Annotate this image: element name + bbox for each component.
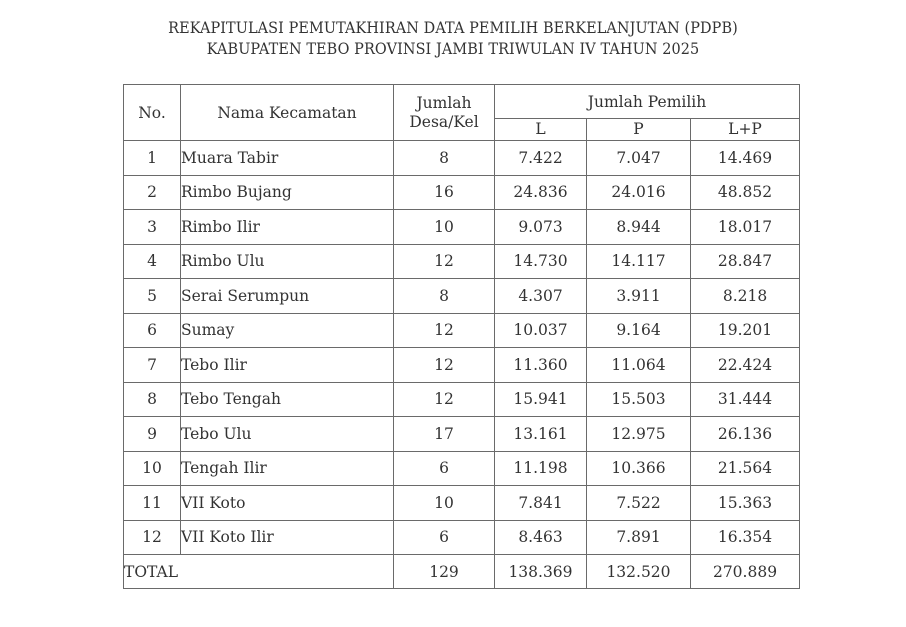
cell-kecamatan: VII Koto Ilir (181, 520, 394, 555)
cell-pemilih-lp: 19.201 (691, 313, 800, 348)
cell-pemilih-lp: 14.469 (691, 141, 800, 176)
cell-pemilih-l: 24.836 (495, 175, 587, 210)
total-lp: 270.889 (691, 555, 800, 589)
cell-pemilih-l: 8.463 (495, 520, 587, 555)
cell-pemilih-lp: 31.444 (691, 382, 800, 417)
cell-pemilih-l: 11.360 (495, 348, 587, 383)
table-body (124, 141, 800, 555)
cell-no: 5 (124, 279, 181, 314)
cell-kecamatan: Rimbo Ilir (181, 210, 394, 245)
voter-recap-table (123, 84, 800, 589)
cell-pemilih-lp: 26.136 (691, 417, 800, 452)
cell-pemilih-l: 15.941 (495, 382, 587, 417)
total-row (124, 555, 800, 589)
cell-jumlah-desa: 6 (394, 520, 495, 555)
table-row (124, 348, 800, 383)
cell-kecamatan: Tebo Ulu (181, 417, 394, 452)
table-row (124, 175, 800, 210)
cell-pemilih-l: 14.730 (495, 244, 587, 279)
cell-pemilih-lp: 15.363 (691, 486, 800, 521)
cell-pemilih-lp: 48.852 (691, 175, 800, 210)
header-no: No. (124, 85, 181, 141)
cell-pemilih-p: 12.975 (587, 417, 691, 452)
table-row (124, 520, 800, 555)
cell-kecamatan: Serai Serumpun (181, 279, 394, 314)
cell-pemilih-lp: 21.564 (691, 451, 800, 486)
cell-no: 4 (124, 244, 181, 279)
cell-jumlah-desa: 16 (394, 175, 495, 210)
table-row (124, 210, 800, 245)
cell-jumlah-desa: 6 (394, 451, 495, 486)
table-row (124, 244, 800, 279)
cell-kecamatan: Muara Tabir (181, 141, 394, 176)
cell-pemilih-lp: 22.424 (691, 348, 800, 383)
cell-no: 2 (124, 175, 181, 210)
table-row (124, 313, 800, 348)
header-jumlah-desa-line2: Desa/Kel (409, 112, 479, 131)
cell-no: 1 (124, 141, 181, 176)
header-nama-kecamatan: Nama Kecamatan (181, 85, 394, 141)
cell-pemilih-l: 7.841 (495, 486, 587, 521)
total-label: TOTAL (124, 555, 394, 589)
cell-pemilih-l: 10.037 (495, 313, 587, 348)
cell-pemilih-l: 11.198 (495, 451, 587, 486)
cell-pemilih-lp: 18.017 (691, 210, 800, 245)
total-p: 132.520 (587, 555, 691, 589)
table-row (124, 382, 800, 417)
table-row (124, 279, 800, 314)
cell-pemilih-lp: 8.218 (691, 279, 800, 314)
cell-jumlah-desa: 12 (394, 313, 495, 348)
header-jumlah-desa-line1: Jumlah (416, 93, 472, 112)
cell-no: 11 (124, 486, 181, 521)
table-row (124, 451, 800, 486)
cell-pemilih-p: 8.944 (587, 210, 691, 245)
cell-no: 8 (124, 382, 181, 417)
document-title-line-2: KABUPATEN TEBO PROVINSI JAMBI TRIWULAN IV TAHUN 2025 (206, 40, 700, 58)
cell-pemilih-p: 9.164 (587, 313, 691, 348)
cell-pemilih-l: 13.161 (495, 417, 587, 452)
cell-kecamatan: Tengah Ilir (181, 451, 394, 486)
cell-pemilih-p: 24.016 (587, 175, 691, 210)
cell-pemilih-p: 7.047 (587, 141, 691, 176)
cell-no: 7 (124, 348, 181, 383)
cell-no: 6 (124, 313, 181, 348)
cell-jumlah-desa: 17 (394, 417, 495, 452)
cell-kecamatan: Rimbo Bujang (181, 175, 394, 210)
cell-no: 12 (124, 520, 181, 555)
cell-kecamatan: VII Koto (181, 486, 394, 521)
total-desa: 129 (394, 555, 495, 589)
cell-pemilih-p: 3.911 (587, 279, 691, 314)
cell-pemilih-p: 7.891 (587, 520, 691, 555)
table-row (124, 141, 800, 176)
cell-jumlah-desa: 12 (394, 244, 495, 279)
cell-jumlah-desa: 8 (394, 141, 495, 176)
cell-kecamatan: Rimbo Ulu (181, 244, 394, 279)
cell-pemilih-lp: 28.847 (691, 244, 800, 279)
header-l: L (495, 119, 587, 141)
cell-pemilih-l: 9.073 (495, 210, 587, 245)
cell-pemilih-lp: 16.354 (691, 520, 800, 555)
cell-pemilih-l: 4.307 (495, 279, 587, 314)
cell-jumlah-desa: 10 (394, 486, 495, 521)
document-title-line-1: REKAPITULASI PEMUTAKHIRAN DATA PEMILIH BERKELANJUTAN (PDPB) (168, 19, 738, 37)
cell-jumlah-desa: 12 (394, 382, 495, 417)
total-l: 138.369 (495, 555, 587, 589)
table-row (124, 417, 800, 452)
cell-jumlah-desa: 8 (394, 279, 495, 314)
cell-pemilih-p: 7.522 (587, 486, 691, 521)
header-lp: L+P (691, 119, 800, 141)
cell-jumlah-desa: 10 (394, 210, 495, 245)
cell-kecamatan: Tebo Tengah (181, 382, 394, 417)
cell-kecamatan: Tebo Ilir (181, 348, 394, 383)
header-jumlah-desa (394, 85, 495, 141)
cell-pemilih-l: 7.422 (495, 141, 587, 176)
header-jumlah-pemilih: Jumlah Pemilih (495, 85, 800, 119)
cell-jumlah-desa: 12 (394, 348, 495, 383)
cell-pemilih-p: 15.503 (587, 382, 691, 417)
table-row (124, 486, 800, 521)
cell-no: 9 (124, 417, 181, 452)
cell-kecamatan: Sumay (181, 313, 394, 348)
cell-pemilih-p: 11.064 (587, 348, 691, 383)
table-header (124, 85, 800, 141)
cell-no: 10 (124, 451, 181, 486)
header-p: P (587, 119, 691, 141)
cell-pemilih-p: 10.366 (587, 451, 691, 486)
cell-no: 3 (124, 210, 181, 245)
cell-pemilih-p: 14.117 (587, 244, 691, 279)
